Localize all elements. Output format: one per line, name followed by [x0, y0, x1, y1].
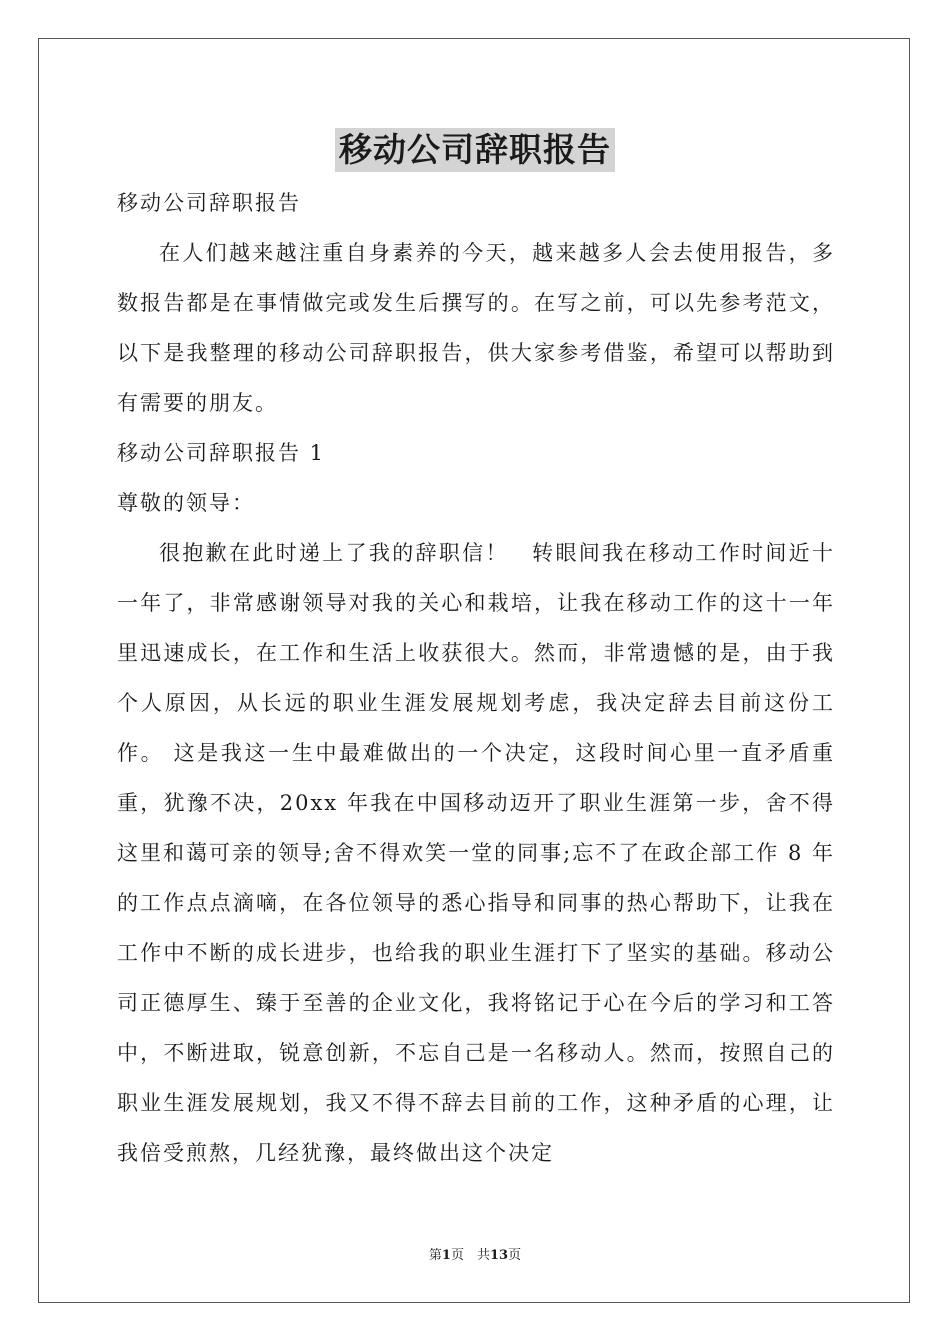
document-body — [117, 178, 835, 1178]
page-footer — [0, 1247, 950, 1265]
footer-page-number: 1 — [441, 1248, 451, 1263]
footer-total-pages: 13 — [489, 1248, 509, 1263]
salutation: 尊敬的领导： — [117, 491, 255, 515]
section-heading: 移动公司辞职报告 1 — [117, 441, 326, 465]
footer-page-suffix: 页 共 — [450, 1248, 490, 1263]
title-area — [0, 128, 950, 172]
subtitle-paragraph: 移动公司辞职报告 — [117, 191, 301, 215]
document-title: 移动公司辞职报告 — [335, 128, 615, 172]
body-paragraph: 很抱歉在此时递上了我的辞职信！ 转眼间我在移动工作时间近十一年了，非常感谢领导对我的关心和栽培，让我在移动工作的这十一年里迅速成长，在工作和生活上收获很大。然而，非常遗憾的是，由于我个人原因，从长远的职业生涯发展规划考虑，我决定辞去目前这份工作。 这是我这一生中最难做出的一个决定，这段时间心里一直矛盾重重，犹豫不决，20xx 年我在中国移动迈开了职业生涯第一步，舍不得这里和蔼可亲的领导;舍不得欢笑一堂的同事;忘不了在政企部工作 8 年的工作点点滴嘀，在各位领导的悉心指导和同事的热心帮助下，让我在工作中不断的成长进步，也给我的职业生涯打下了坚实的基础。移动公司正德厚生、臻于至善的企业文化，我将铭记于心在今后的学习和工答中，不断进取，锐意创新，不忘自己是一名移动人。然而，按照自己的职业生涯发展规划，我又不得不辞去目前的工作，这种矛盾的心理，让我倍受煎熬，几经犹豫，最终做出这个决定 — [117, 541, 835, 1165]
footer-total-suffix: 页 — [508, 1248, 522, 1263]
intro-paragraph: 在人们越来越注重自身素养的今天，越来越多人会去使用报告，多数报告都是在事情做完或发生后撰写的。在写之前，可以先参考范文，以下是我整理的移动公司辞职报告，供大家参考借鉴，希望可以帮助到有需要的朋友。 — [117, 241, 835, 415]
footer-page-prefix: 第 — [428, 1248, 442, 1263]
